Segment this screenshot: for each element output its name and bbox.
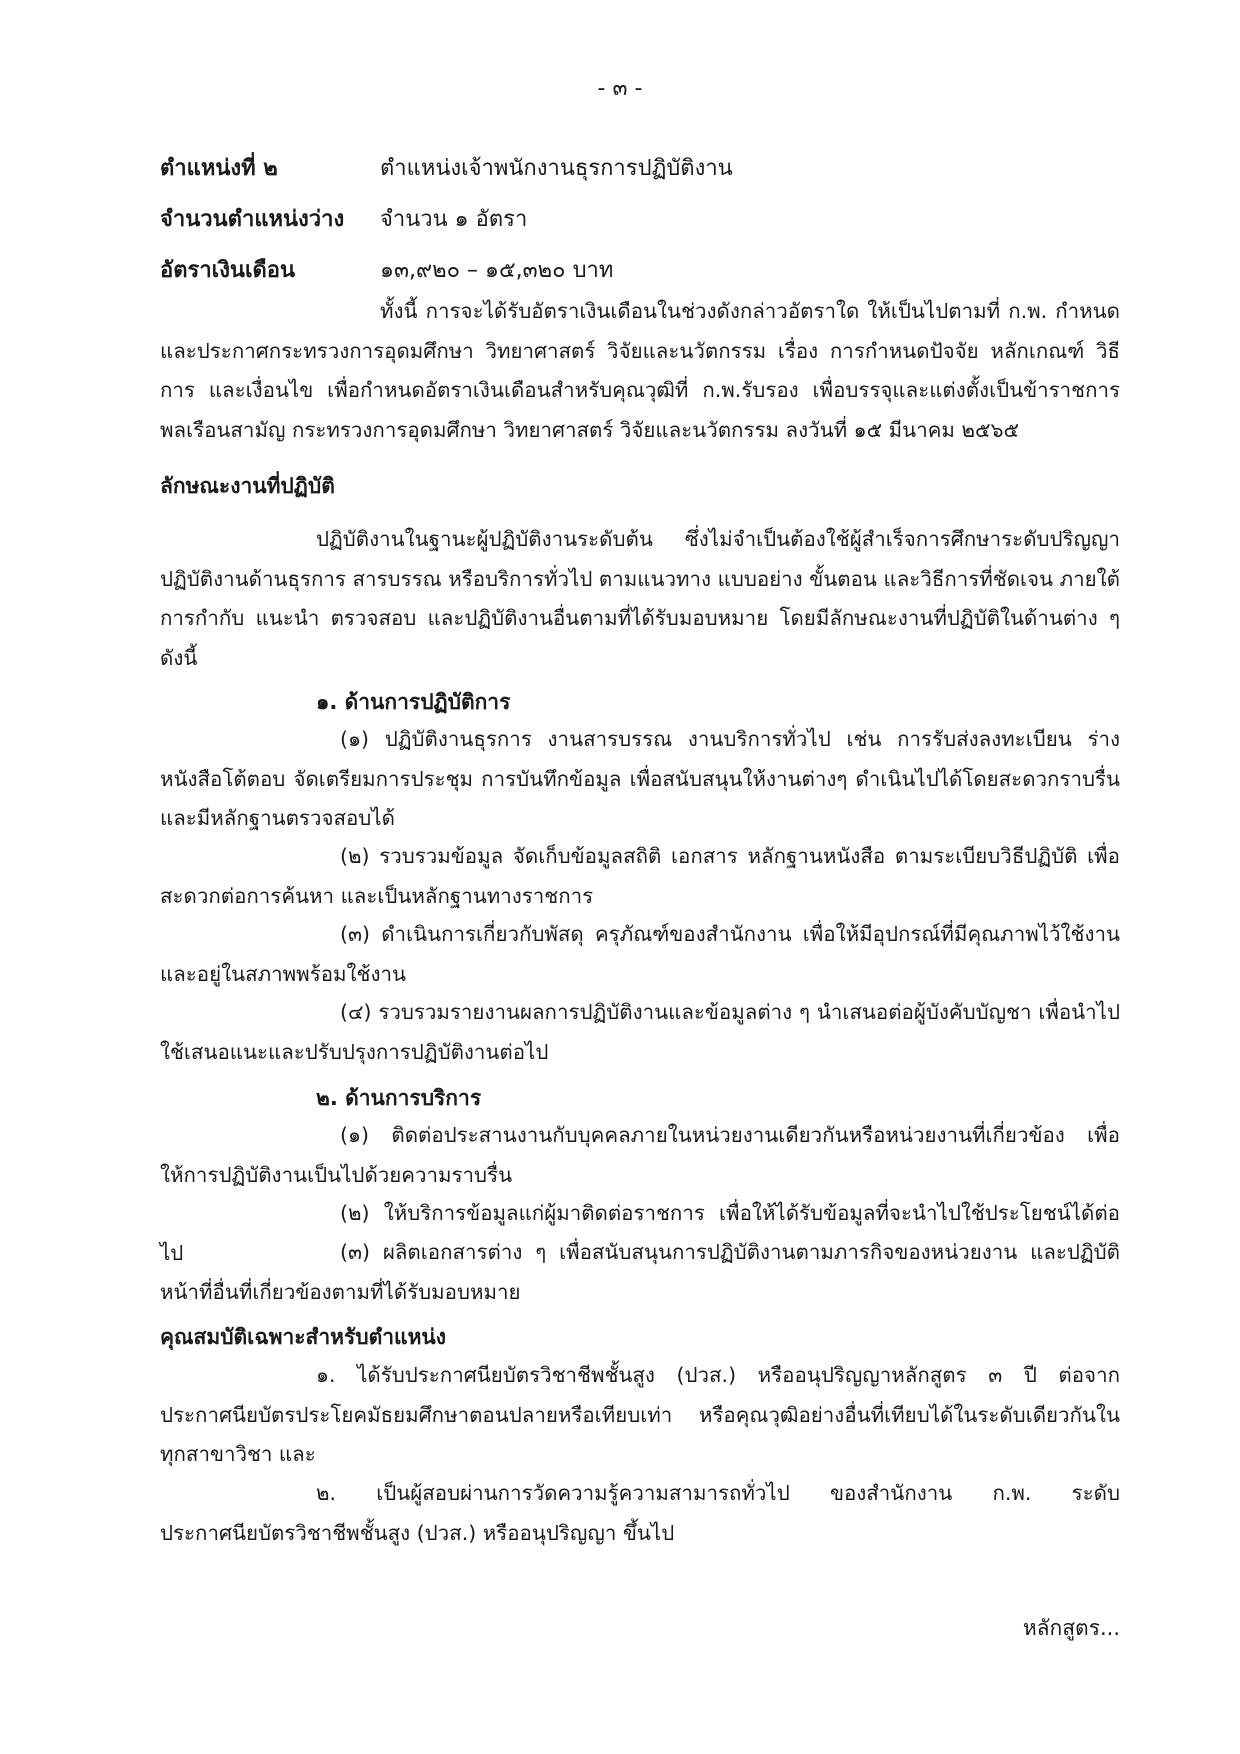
operations-item-1: (๑) ปฏิบัติงานธุรการ งานสารบรรณ งานบริการทั่วไป เช่น การรับส่งลงทะเบียน ร่างหนังสือโต้ตอบ จัดเตรียมการประชุม การบันทึกข้อมูล เพื่อสนับสนุนให้งานต่างๆ ดำเนินไปได้โดยสะดวกราบรื่นและมีหลักฐานตรวจสอบได้ bbox=[160, 727, 1120, 830]
salary-value: ๑๓,๙๒๐ – ๑๕,๓๒๐ บาท bbox=[380, 258, 614, 283]
services-heading: ๒. ด้านการบริการ bbox=[316, 1086, 482, 1110]
operations-item-4: (๔) รวบรวมรายงานผลการปฏิบัติงานและข้อมูลต่าง ๆ นำเสนอต่อผู้บังคับบัญชา เพื่อนำไปใช้เสนอแนะและปรับปรุงการปฏิบัติงานต่อไป bbox=[160, 1000, 1120, 1064]
salary-label: อัตราเงินเดือน bbox=[160, 258, 296, 283]
qualification-item-1: ๑. ได้รับประกาศนียบัตรวิชาชีพชั้นสูง (ปวส.) หรืออนุปริญญาหลักสูตร ๓ ปี ต่อจากประกาศนียบัตรประโยคมัธยมศึกษาตอนปลายหรือเทียบเท่า หรือคุณวุฒิอย่างอื่นที่เทียบได้ในระดับเดียวกันในทุกสาขาวิชา และ bbox=[160, 1363, 1120, 1466]
qualifications-heading: คุณสมบัติเฉพาะสำหรับตำแหน่ง bbox=[160, 1325, 447, 1349]
position-value: ตำแหน่งเจ้าพนักงานธุรการปฏิบัติงาน bbox=[380, 156, 733, 181]
services-item-3: (๓) ผลิตเอกสารต่าง ๆ เพื่อสนับสนุนการปฏิบัติงานตามภารกิจของหน่วยงาน และปฏิบัติหน้าที่อื่นที่เกี่ยวข้องตามที่ได้รับมอบหมาย bbox=[160, 1240, 1120, 1304]
operations-item-2: (๒) รวบรวมข้อมูล จัดเก็บข้อมูลสถิติ เอกสาร หลักฐานหนังสือ ตามระเบียบวิธีปฏิบัติ เพื่อสะดวกต่อการค้นหา และเป็นหลักฐานทางราชการ bbox=[160, 844, 1120, 908]
salary-note: ทั้งนี้ การจะได้รับอัตราเงินเดือนในช่วงดังกล่าวอัตราใด ให้เป็นไปตามที่ ก.พ. กำหนด และประกาศกระทรวงการอุดมศึกษา วิทยาศาสตร์ วิจัยและนวัตกรรม เรื่อง การกำหนดปัจจัย หลักเกณฑ์ วิธีการ และเงื่อนไข เพื่อกำหนดอัตราเงินเดือนสำหรับคุณวุฒิที่ ก.พ.รับรอง เพื่อบรรจุและแต่งตั้งเป็นข้าราชการพลเรือนสามัญ กระทรวงการอุดมศึกษา วิทยาศาสตร์ วิจัยและนวัตกรรม ลงวันที่ ๑๕ มีนาคม ๒๕๖๕ bbox=[160, 299, 1120, 442]
operations-item-3: (๓) ดำเนินการเกี่ยวกับพัสดุ ครุภัณฑ์ของสำนักงาน เพื่อให้มีอุปกรณ์ที่มีคุณภาพไว้ใช้งาน และอยู่ในสภาพพร้อมใช้งาน bbox=[160, 922, 1120, 986]
duties-intro: ปฏิบัติงานในฐานะผู้ปฏิบัติงานระดับต้น ซึ่งไม่จำเป็นต้องใช้ผู้สำเร็จการศึกษาระดับปริญญา ปฏิบัติงานด้านธุรการ สารบรรณ หรือบริการทั่วไป ตามแนวทาง แบบอย่าง ขั้นตอน และวิธีการที่ชัดเจน ภายใต้การกำกับ แนะนำ ตรวจสอบ และปฏิบัติงานอื่นตามที่ได้รับมอบหมาย โดยมีลักษณะงานที่ปฏิบัติในด้านต่าง ๆ ดังนี้ bbox=[160, 527, 1120, 670]
services-item-2: (๒) ให้บริการข้อมูลแก่ผู้มาติดต่อราชการ เพื่อให้ได้รับข้อมูลที่จะนำไปใช้ประโยชน์ได้ต่อไป bbox=[160, 1201, 1120, 1265]
page-number: - ๓ - bbox=[597, 76, 643, 101]
operations-heading: ๑. ด้านการปฏิบัติการ bbox=[316, 690, 511, 714]
services-item-1: (๑) ติดต่อประสานงานกับบุคคลภายในหน่วยงานเดียวกันหรือหน่วยงานที่เกี่ยวข้อง เพื่อให้การปฏิบัติงานเป็นไปด้วยความราบรื่น bbox=[160, 1123, 1120, 1187]
vacancy-value: จำนวน ๑ อัตรา bbox=[380, 207, 528, 232]
vacancy-label: จำนวนตำแหน่งว่าง bbox=[160, 207, 345, 232]
duties-heading: ลักษณะงานที่ปฏิบัติ bbox=[160, 474, 335, 498]
position-label: ตำแหน่งที่ ๒ bbox=[160, 156, 278, 181]
continuation-text: หลักสูตร... bbox=[1022, 1616, 1120, 1640]
qualification-item-2: ๒. เป็นผู้สอบผ่านการวัดความรู้ความสามารถทั่วไป ของสำนักงาน ก.พ. ระดับประกาศนียบัตรวิชาชีพชั้นสูง (ปวส.) หรืออนุปริญญา ขึ้นไป bbox=[160, 1481, 1120, 1545]
